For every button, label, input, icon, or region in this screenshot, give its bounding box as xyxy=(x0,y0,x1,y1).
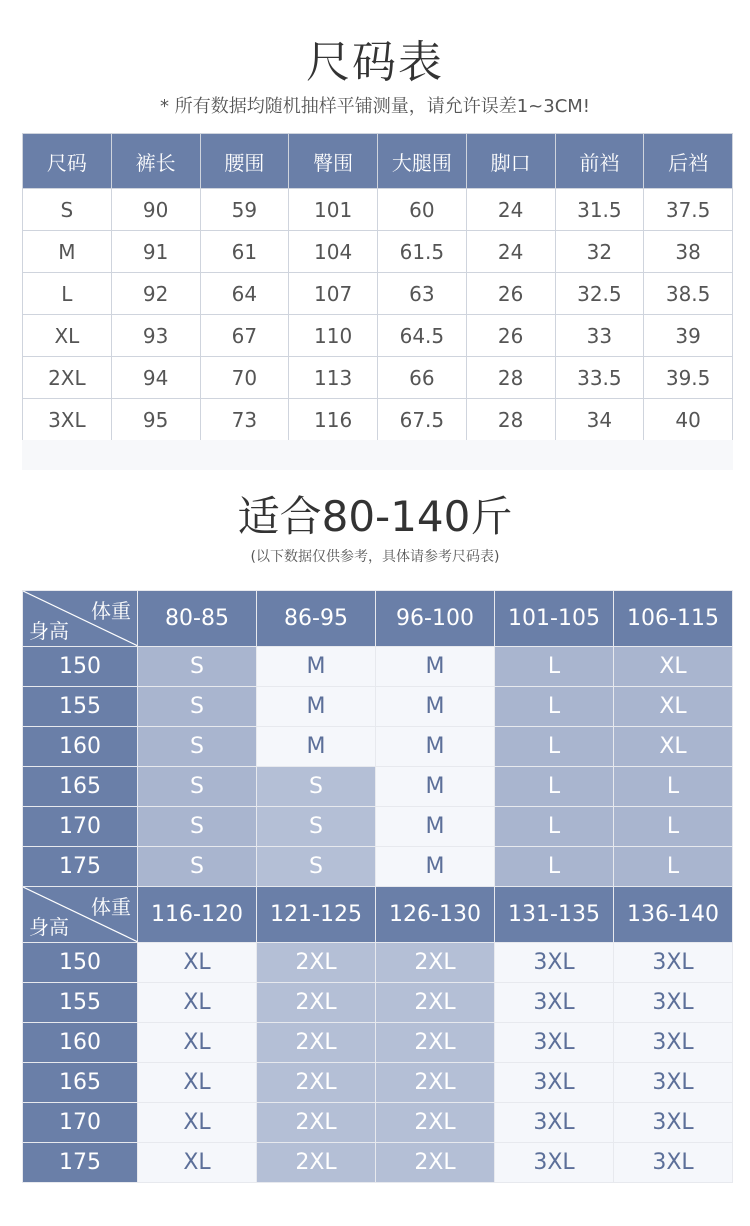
size-cell: 94 xyxy=(111,357,200,399)
height-value: 160 xyxy=(23,1023,138,1063)
fit-size-cell: S xyxy=(138,727,257,767)
fit-size-cell: M xyxy=(376,767,495,807)
height-value: 165 xyxy=(23,1063,138,1103)
fit-size-cell: XL xyxy=(138,1023,257,1063)
fit-size-cell: 3XL xyxy=(614,983,733,1023)
size-cell: 91 xyxy=(111,231,200,273)
height-value: 150 xyxy=(23,943,138,983)
size-chart-table xyxy=(22,133,733,441)
fit-size-cell: XL xyxy=(614,647,733,687)
fit-size-cell: 3XL xyxy=(614,1063,733,1103)
fit-size-cell: S xyxy=(257,767,376,807)
size-cell: 24 xyxy=(466,189,555,231)
fit-row xyxy=(23,1143,733,1183)
fit-size-cell: XL xyxy=(614,727,733,767)
size-row xyxy=(23,357,733,399)
size-cell: 61 xyxy=(200,231,289,273)
height-value: 155 xyxy=(23,687,138,727)
fit-size-cell: M xyxy=(376,687,495,727)
header-size: 尺码 xyxy=(23,134,112,189)
header-waist: 腰围 xyxy=(200,134,289,189)
fit-row xyxy=(23,647,733,687)
size-row xyxy=(23,273,733,315)
header-length: 裤长 xyxy=(111,134,200,189)
size-cell: 60 xyxy=(378,189,467,231)
height-value: 155 xyxy=(23,983,138,1023)
section-divider xyxy=(22,440,733,470)
size-row xyxy=(23,399,733,441)
size-cell: 34 xyxy=(555,399,644,441)
fit-size-cell: 2XL xyxy=(376,1143,495,1183)
fit-size-cell: 2XL xyxy=(257,1143,376,1183)
size-cell: 104 xyxy=(289,231,378,273)
fit-size-cell: 3XL xyxy=(614,943,733,983)
weight-header-row xyxy=(23,591,733,647)
fit-size-cell: 2XL xyxy=(376,1063,495,1103)
fit-row xyxy=(23,1103,733,1143)
fit-size-cell: 2XL xyxy=(376,983,495,1023)
size-cell: 67.5 xyxy=(378,399,467,441)
weight-label: 体重 xyxy=(91,895,131,919)
size-cell: 40 xyxy=(644,399,733,441)
fit-size-cell: L xyxy=(495,767,614,807)
fit-size-cell: XL xyxy=(138,943,257,983)
size-cell: 63 xyxy=(378,273,467,315)
fit-size-cell: 2XL xyxy=(257,1063,376,1103)
fit-size-cell: L xyxy=(495,687,614,727)
size-cell: 39.5 xyxy=(644,357,733,399)
fit-size-cell: S xyxy=(138,687,257,727)
size-cell: 66 xyxy=(378,357,467,399)
fit-size-cell: L xyxy=(495,647,614,687)
size-cell: 90 xyxy=(111,189,200,231)
size-cell: 116 xyxy=(289,399,378,441)
weight-header-row xyxy=(23,887,733,943)
weight-range-header: 121-125 xyxy=(257,887,376,943)
fit-chart-table xyxy=(22,590,733,1183)
header-hem: 脚口 xyxy=(466,134,555,189)
size-row xyxy=(23,231,733,273)
size-cell: 64.5 xyxy=(378,315,467,357)
fit-size-cell: XL xyxy=(138,983,257,1023)
fit-size-cell: M xyxy=(376,647,495,687)
fit-size-cell: 3XL xyxy=(495,1143,614,1183)
fit-chart-note: (以下数据仅供参考，具体请参考尺码表) xyxy=(250,549,500,565)
fit-size-cell: S xyxy=(257,847,376,887)
size-cell: 113 xyxy=(289,357,378,399)
size-row xyxy=(23,189,733,231)
fit-size-cell: L xyxy=(495,847,614,887)
size-cell: 28 xyxy=(466,357,555,399)
weight-range-header: 86-95 xyxy=(257,591,376,647)
fit-size-cell: 2XL xyxy=(257,1023,376,1063)
size-chart-title: 尺码表 xyxy=(306,37,444,88)
fit-chart-title: 适合80-140斤 xyxy=(237,492,513,541)
fit-size-cell: 2XL xyxy=(257,1103,376,1143)
height-value: 150 xyxy=(23,647,138,687)
fit-size-cell: L xyxy=(614,847,733,887)
size-cell: 59 xyxy=(200,189,289,231)
fit-row xyxy=(23,983,733,1023)
fit-size-cell: 3XL xyxy=(495,1103,614,1143)
fit-row xyxy=(23,807,733,847)
size-cell: S xyxy=(23,189,112,231)
fit-size-cell: M xyxy=(376,807,495,847)
height-value: 175 xyxy=(23,1143,138,1183)
weight-range-header: 96-100 xyxy=(376,591,495,647)
fit-size-cell: S xyxy=(138,767,257,807)
fit-size-cell: L xyxy=(614,807,733,847)
fit-size-cell: S xyxy=(257,807,376,847)
size-cell: 39 xyxy=(644,315,733,357)
height-value: 170 xyxy=(23,807,138,847)
size-cell: 3XL xyxy=(23,399,112,441)
fit-size-cell: M xyxy=(257,727,376,767)
height-value: 175 xyxy=(23,847,138,887)
size-cell: 33 xyxy=(555,315,644,357)
fit-size-cell: 2XL xyxy=(376,943,495,983)
size-cell: 32.5 xyxy=(555,273,644,315)
fit-row xyxy=(23,1063,733,1103)
fit-size-cell: 2XL xyxy=(376,1103,495,1143)
fit-size-cell: M xyxy=(257,687,376,727)
fit-size-cell: 3XL xyxy=(495,983,614,1023)
size-cell: 2XL xyxy=(23,357,112,399)
size-cell: 33.5 xyxy=(555,357,644,399)
size-cell: 67 xyxy=(200,315,289,357)
fit-size-cell: XL xyxy=(138,1103,257,1143)
fit-size-cell: 2XL xyxy=(376,1023,495,1063)
header-back-rise: 后裆 xyxy=(644,134,733,189)
size-cell: 31.5 xyxy=(555,189,644,231)
height-value: 165 xyxy=(23,767,138,807)
weight-range-header: 126-130 xyxy=(376,887,495,943)
fit-size-cell: 3XL xyxy=(614,1143,733,1183)
size-cell: 38 xyxy=(644,231,733,273)
fit-size-cell: 3XL xyxy=(614,1103,733,1143)
header-front-rise: 前裆 xyxy=(555,134,644,189)
fit-row xyxy=(23,847,733,887)
weight-range-header: 131-135 xyxy=(495,887,614,943)
header-hip: 臀围 xyxy=(289,134,378,189)
size-cell: XL xyxy=(23,315,112,357)
size-cell: 64 xyxy=(200,273,289,315)
size-cell: 26 xyxy=(466,273,555,315)
size-cell: 61.5 xyxy=(378,231,467,273)
fit-row xyxy=(23,943,733,983)
weight-label: 体重 xyxy=(91,599,131,623)
header-thigh: 大腿围 xyxy=(378,134,467,189)
size-cell: 28 xyxy=(466,399,555,441)
fit-size-cell: M xyxy=(376,727,495,767)
size-cell: 107 xyxy=(289,273,378,315)
fit-row xyxy=(23,1023,733,1063)
fit-row xyxy=(23,687,733,727)
size-cell: 92 xyxy=(111,273,200,315)
weight-range-header: 136-140 xyxy=(614,887,733,943)
size-cell: 24 xyxy=(466,231,555,273)
fit-size-cell: S xyxy=(138,847,257,887)
height-value: 170 xyxy=(23,1103,138,1143)
corner-header xyxy=(23,591,138,647)
size-cell: 38.5 xyxy=(644,273,733,315)
size-row xyxy=(23,315,733,357)
fit-size-cell: XL xyxy=(138,1063,257,1103)
weight-range-header: 80-85 xyxy=(138,591,257,647)
size-cell: 95 xyxy=(111,399,200,441)
size-cell: 73 xyxy=(200,399,289,441)
height-value: 160 xyxy=(23,727,138,767)
fit-size-cell: M xyxy=(376,847,495,887)
fit-row xyxy=(23,767,733,807)
size-cell: 37.5 xyxy=(644,189,733,231)
size-cell: 32 xyxy=(555,231,644,273)
fit-size-cell: S xyxy=(138,807,257,847)
size-chart-header-row xyxy=(23,134,733,189)
fit-size-cell: 3XL xyxy=(495,1023,614,1063)
size-cell: 110 xyxy=(289,315,378,357)
size-cell: M xyxy=(23,231,112,273)
fit-size-cell: 3XL xyxy=(495,1063,614,1103)
size-cell: 101 xyxy=(289,189,378,231)
fit-size-cell: S xyxy=(138,647,257,687)
size-cell: L xyxy=(23,273,112,315)
size-cell: 26 xyxy=(466,315,555,357)
weight-range-header: 101-105 xyxy=(495,591,614,647)
weight-range-header: 116-120 xyxy=(138,887,257,943)
size-cell: 70 xyxy=(200,357,289,399)
height-label: 身高 xyxy=(29,915,69,939)
fit-row xyxy=(23,727,733,767)
size-cell: 93 xyxy=(111,315,200,357)
size-chart-note: * 所有数据均随机抽样平铺测量，请允许误差1~3CM! xyxy=(159,96,591,117)
fit-size-cell: M xyxy=(257,647,376,687)
fit-size-cell: L xyxy=(495,807,614,847)
fit-size-cell: XL xyxy=(138,1143,257,1183)
fit-size-cell: L xyxy=(495,727,614,767)
corner-header xyxy=(23,887,138,943)
fit-size-cell: L xyxy=(614,767,733,807)
fit-size-cell: 3XL xyxy=(495,943,614,983)
fit-size-cell: XL xyxy=(614,687,733,727)
fit-size-cell: 3XL xyxy=(614,1023,733,1063)
fit-size-cell: 2XL xyxy=(257,983,376,1023)
weight-range-header: 106-115 xyxy=(614,591,733,647)
height-label: 身高 xyxy=(29,619,69,643)
fit-size-cell: 2XL xyxy=(257,943,376,983)
